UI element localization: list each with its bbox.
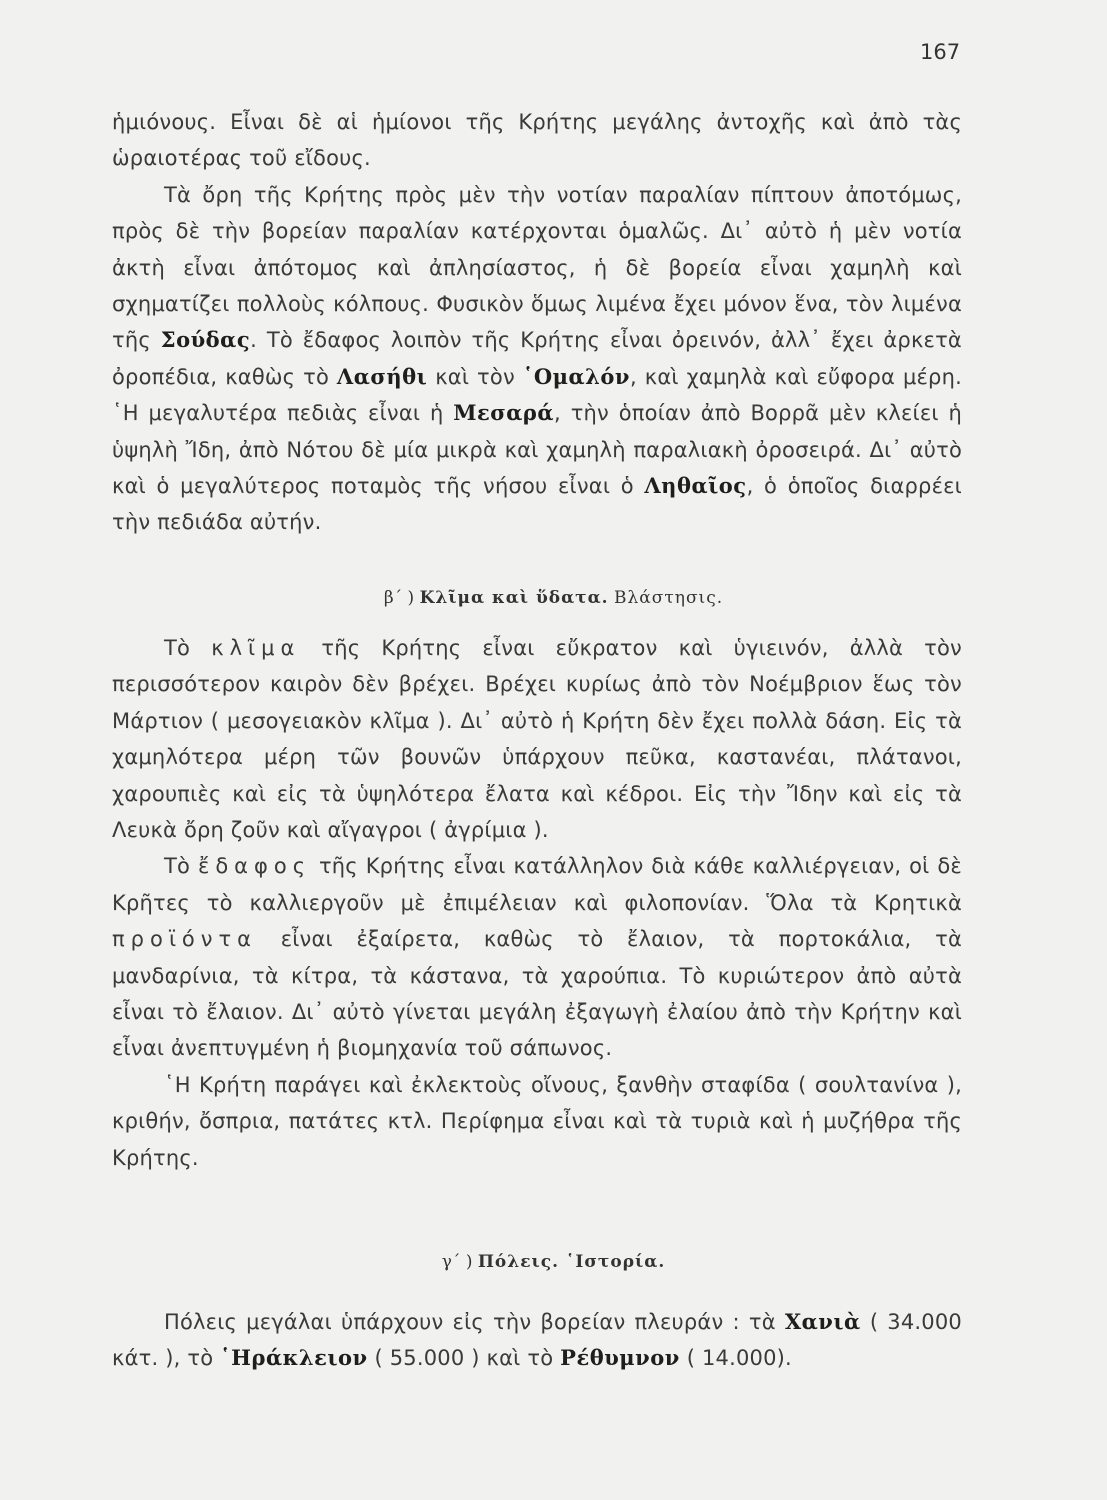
paragraph-soil-text: Τὸ xyxy=(164,854,191,879)
paragraph-climate-text: Τὸ xyxy=(164,636,191,660)
paragraph-climate xyxy=(112,630,962,848)
paragraph-products xyxy=(112,1067,962,1176)
paragraph-soil-text-3: εἶναι ἐξαίρετα, καθὼς τὸ ἔλαιον, τὰ πορτοκάλια, τὰ μανδαρίνια, τὰ κίτρα, τὰ κάστανα, τὰ χαρούπια. Τὸ κυριώτερον ἀπὸ αὐτὰ εἶναι τὸ ἔλαιον. Δι᾿ αὐτὸ γίνεται μεγάλη ἐξαγωγὴ ἐλαίου ἀπὸ τὴν Κρήτην καὶ εἶναι ἀνεπτυγμένη ἡ βιομηχανία τοῦ σάπωνος. xyxy=(112,927,962,1061)
paragraph-mountains-text-5: , τὴν ὁποίαν ἀπὸ Βορρᾶ μὲν κλείει ἡ ὑψηλὴ Ἴδη, ἀπὸ Νότου δὲ μία μικρὰ καὶ χαμηλὴ παραλιακὴ ὀροσειρά. Δι᾿ αὐτὸ καὶ ὁ μεγαλύτερος ποταμὸς τῆς νήσου εἶναι ὁ xyxy=(112,401,962,499)
term-proionta: προϊόντα xyxy=(112,927,257,952)
section-heading-climate-subtitle: Βλάστησις. xyxy=(614,588,724,608)
paragraph-mules xyxy=(112,104,962,177)
paragraph-products-text: ῾Η Κρήτη παράγει καὶ ἐκλεκτοὺς οἴνους, ξανθὴν σταφίδα ( σουλτανίνα ), κριθήν, ὄσπρια, πατάτες κτλ. Περίφημα εἶναι καὶ τὰ τυριὰ καὶ ἡ μυζήθρα τῆς Κρήτης. xyxy=(112,1072,962,1170)
paragraph-mules-text: ἡμιόνους. Εἶναι δὲ αἱ ἡμίονοι τῆς Κρήτης μεγάλης ἀντοχῆς καὶ ἀπὸ τὰς ὡραιοτέρας τοῦ εἴδους. xyxy=(112,110,962,171)
place-mesara: Μεσαρά xyxy=(453,400,555,426)
city-irakleion: ῾Ηράκλειον xyxy=(220,1345,368,1371)
river-lithaios: Ληθαῖος xyxy=(644,473,747,499)
section-heading-climate-title: Κλῖμα καὶ ὕδατα. xyxy=(419,588,609,608)
paragraph-cities-text: Πόλεις μεγάλαι ὑπάρχουν εἰς τὴν βορείαν πλευράν : τὰ xyxy=(164,1310,776,1334)
city-chania: Χανιὰ xyxy=(784,1309,861,1334)
term-edafos: ἔδαφος xyxy=(197,854,312,879)
paragraph-cities-text-3: ( 55.000 ) καὶ τὸ xyxy=(374,1346,554,1371)
paragraph-cities-text-2: ( 34.000 κάτ. ), τὸ xyxy=(112,1310,962,1371)
section-heading-climate xyxy=(0,588,1107,608)
paragraph-mountains-text-3: καὶ τὸν xyxy=(435,364,515,389)
paragraph-mountains-text-2: . Τὸ ἔδαφος λοιπὸν τῆς Κρήτης εἶναι ὀρεινόν, ἀλλ᾿ ἔχει ἀρκετὰ ὀροπέδια, καθὼς τὸ xyxy=(112,328,962,389)
place-lasithi: Λασήθι xyxy=(336,363,428,389)
section-heading-climate-label: β΄ ) xyxy=(383,588,415,608)
paragraph-mountains-text-6: , ὁ ὁποῖος διαρρέει τὴν πεδιάδα αὐτήν. xyxy=(112,474,962,535)
place-omalon: ῾Ομαλόν xyxy=(522,363,630,389)
section-c-text xyxy=(112,1304,962,1377)
city-rethymnon: Ρέθυμνον xyxy=(560,1345,680,1371)
page-number: 167 xyxy=(920,40,961,64)
paragraph-cities xyxy=(112,1304,962,1377)
section-a-text xyxy=(112,104,962,541)
section-heading-cities-title: Πόλεις. ῾Ιστορία. xyxy=(477,1252,666,1272)
paragraph-soil-text-2: τῆς Κρήτης εἶναι κατάλληλον διὰ κάθε καλλιέργειαν, οἱ δὲ Κρῆτες τὸ καλλιεργοῦν μὲ ἐπιμέλειαν καὶ φιλοπονίαν. Ὅλα τὰ Κρητικὰ xyxy=(112,854,962,915)
paragraph-mountains-text-4: , καὶ χαμηλὰ καὶ εὔφορα μέρη. ῾Η μεγαλυτέρα πεδιὰς εἶναι ἡ xyxy=(112,364,962,426)
term-klima: κλῖμα xyxy=(211,636,301,660)
section-heading-cities-label: γ΄ ) xyxy=(441,1252,473,1272)
paragraph-cities-text-4: ( 14.000). xyxy=(686,1346,792,1371)
paragraph-mountains xyxy=(112,177,962,541)
section-b-text xyxy=(112,630,962,1176)
paragraph-climate-text-2: τῆς Κρήτης εἶναι εὔκρατον καὶ ὑγιεινόν, ἀλλὰ τὸν περισσότερον καιρὸν δὲν βρέχει. Βρέχει κυρίως ἀπὸ τὸν Νοέμβριον ἕως τὸν Μάρτιον ( μεσογειακὸν κλῖμα ). Δι᾿ αὐτὸ ἡ Κρήτη δὲν ἔχει πολλὰ δάση. Εἰς τὰ χαμηλότερα μέρη τῶν βουνῶν ὑπάρχουν πεῦκα, καστανέαι, πλάτανοι, χαρουπιὲς καὶ εἰς τὰ ὑψηλότερα ἔλατα καὶ κέδροι. Εἰς τὴν Ἴδην καὶ εἰς τὰ Λευκὰ ὄρη ζοῦν καὶ αἴγαγροι ( ἀγρίμια ). xyxy=(112,636,962,843)
place-souda: Σούδας xyxy=(160,327,251,353)
section-heading-cities xyxy=(0,1252,1107,1272)
paragraph-soil xyxy=(112,848,962,1066)
paragraph-mountains-text: Τὰ ὄρη τῆς Κρήτης πρὸς μὲν τὴν νοτίαν παραλίαν πίπτουν ἀποτόμως, πρὸς δὲ τὴν βορείαν παραλίαν κατέρχονται ὁμαλῶς. Δι᾿ αὐτὸ ἡ μὲν νοτία ἀκτὴ εἶναι ἀπότομος καὶ ἀπλησίαστος, ἡ δὲ βορεία εἶναι χαμηλὴ καὶ σχηματίζει πολλοὺς κόλπους. Φυσικὸν ὅμως λιμένα ἔχει μόνον ἕνα, τὸν λιμένα τῆς xyxy=(112,182,962,353)
